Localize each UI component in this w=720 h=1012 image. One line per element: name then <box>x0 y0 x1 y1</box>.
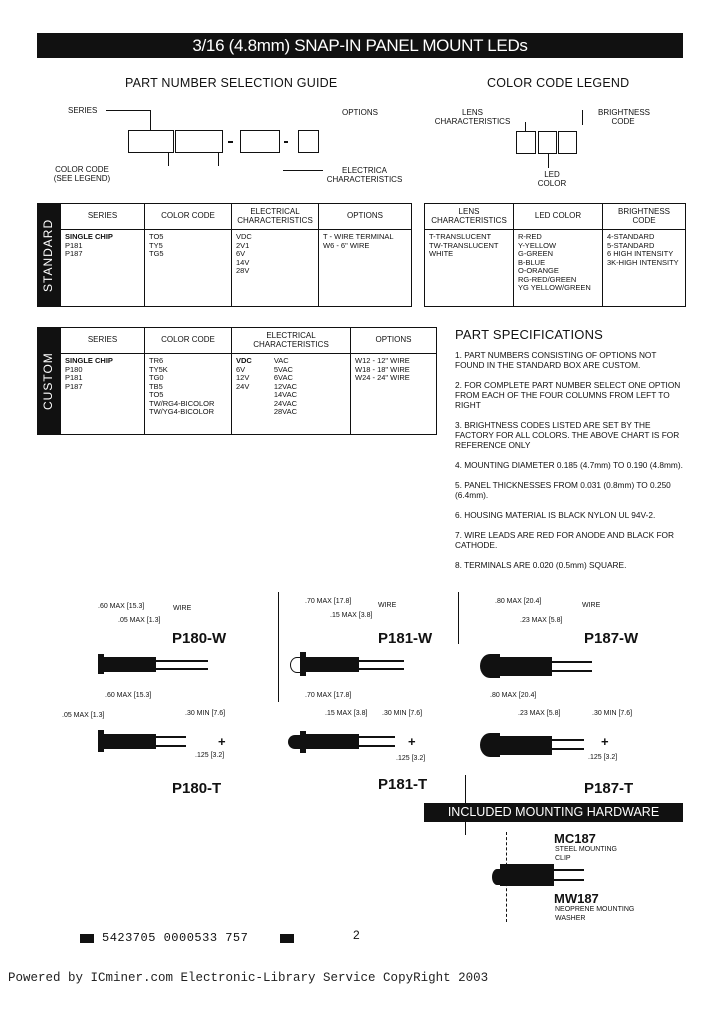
cell: TG0 <box>149 373 164 382</box>
cell: O-ORANGE <box>518 266 559 275</box>
cell: 4-STANDARD <box>607 232 655 241</box>
options-label: OPTIONS <box>342 108 379 117</box>
cell: P181 <box>65 373 83 382</box>
cell: T-TRANSLUCENT <box>429 232 492 241</box>
col-header: ELECTRICAL CHARACTERISTICS <box>232 328 351 354</box>
dimension: .125 [3.2] <box>195 752 225 759</box>
dimension: .23 MAX [5.8] <box>518 710 561 717</box>
options-box <box>298 130 319 153</box>
cell: 6V <box>236 364 246 374</box>
spec-item: 5. PANEL THICKNESSES FROM 0.031 (0.8mm) TO 0.250 (6.4mm). <box>455 480 671 500</box>
part-label: P181-W <box>378 630 433 647</box>
cell: 6 HIGH INTENSITY <box>607 249 674 258</box>
led-body <box>306 734 359 749</box>
dimension: .30 MIN [7.6] <box>382 710 423 717</box>
lens-box <box>516 131 536 154</box>
dimension: .30 MIN [7.6] <box>592 710 633 717</box>
cell: 5-STANDARD <box>607 240 655 250</box>
polarity-plus: + <box>218 734 226 749</box>
led-body <box>498 736 552 755</box>
cell: 6VAC <box>273 373 293 382</box>
cell: P187 <box>65 249 83 258</box>
cell: W24 - 24" WIRE <box>355 373 410 382</box>
cell: 28V <box>236 266 250 275</box>
color-code-box <box>175 130 223 153</box>
cell: P187 <box>65 381 83 391</box>
led-lens <box>480 733 500 757</box>
cell: TO5 <box>149 232 164 241</box>
cell: TW/RG4-BICOLOR <box>149 398 215 408</box>
cell: W6 - 6" WIRE <box>323 240 370 250</box>
color-code-label: COLOR CODE (SEE LEGEND) <box>53 165 111 183</box>
cell: TW-TRANSLUCENT WHITE <box>429 240 499 258</box>
cell: R-RED <box>518 232 542 241</box>
cell: 12V <box>236 373 250 382</box>
dimension: .125 [3.2] <box>396 755 426 762</box>
page-number: 2 <box>353 928 360 942</box>
clip-desc: STEEL MOUNTING CLIP <box>555 846 617 862</box>
spec-item: 7. WIRE LEADS ARE RED FOR ANODE AND BLACK FOR CATHODE. <box>455 530 674 550</box>
cell: P180 <box>65 364 83 374</box>
custom-side-label: CUSTOM <box>37 327 60 435</box>
led-body <box>498 657 552 676</box>
part-label: P187-W <box>584 630 639 647</box>
led-body <box>104 734 156 749</box>
custom-table <box>60 327 437 435</box>
cell: TY5K <box>149 364 168 374</box>
lens-label: LENS CHARACTERISTICS <box>434 108 511 126</box>
cell: TO5 <box>149 390 164 399</box>
cell: W12 - 12" WIRE <box>355 356 410 365</box>
cell: VDC <box>236 232 252 241</box>
series-box <box>128 130 174 153</box>
polarity-plus: + <box>408 734 416 749</box>
led-color-box <box>538 131 557 154</box>
cell: Y-YELLOW <box>518 240 557 250</box>
col-header: BRIGHTNESS CODE <box>603 204 686 230</box>
cell: 2V1 <box>236 240 250 250</box>
spec-item: 4. MOUNTING DIAMETER 0.185 (4.7mm) TO 0.190 (4.8mm). <box>455 460 683 470</box>
col-header: ELECTRICAL CHARACTERISTICS <box>232 204 319 230</box>
dimension: .15 MAX [3.8] <box>330 612 373 619</box>
col-header: COLOR CODE <box>145 204 232 230</box>
electrical-box <box>240 130 280 153</box>
col-header: COLOR CODE <box>145 328 232 354</box>
dimension: .70 MAX [17.8] <box>305 692 352 699</box>
cell: 28VAC <box>273 407 298 416</box>
cell: RG-RED/GREEN <box>518 274 577 284</box>
standard-table <box>60 203 412 307</box>
dimension: .70 MAX [17.8] <box>305 598 352 605</box>
cell: TB5 <box>149 381 163 391</box>
led-lens <box>480 654 500 678</box>
polarity-plus: + <box>601 734 609 749</box>
part-label: P181-T <box>378 776 428 793</box>
dimension: .60 MAX [15.3] <box>98 603 145 610</box>
electrical-label: ELECTRICA CHARACTERISTICS <box>326 166 403 184</box>
cell: 14VAC <box>273 390 298 399</box>
footer: Powered by ICminer.com Electronic-Library Service CopyRight 2003 <box>8 971 489 985</box>
cell: 14V <box>236 257 250 267</box>
led-color-label: LED COLOR <box>537 170 567 188</box>
series-label: SERIES <box>68 106 98 115</box>
spec-item: 8. TERMINALS ARE 0.020 (0.5mm) SQUARE. <box>455 560 627 570</box>
cell: 6V <box>236 249 246 258</box>
spec-item: 3. BRIGHTNESS CODES LISTED ARE SET BY THE FACTORY FOR ALL COLORS. THE ABOVE CHART IS FOR REFERENCE ONLY <box>455 420 680 450</box>
part-label: P180-T <box>172 780 222 797</box>
cell: TY5 <box>149 240 163 250</box>
col-header: OPTIONS <box>319 204 412 230</box>
cell: VAC <box>273 356 289 365</box>
legend-table <box>424 203 686 307</box>
spec-item: 2. FOR COMPLETE PART NUMBER SELECT ONE OPTION FROM EACH OF THE FOUR COLUMNS FROM LEFT TO RIGHT <box>455 380 681 410</box>
specs-list <box>455 350 685 580</box>
cell: TW/YG4-BICOLOR <box>149 407 215 416</box>
dimension: .15 MAX [3.8] <box>325 710 368 717</box>
selection-guide-heading: PART NUMBER SELECTION GUIDE <box>125 76 338 90</box>
cell: SINGLE CHIP <box>65 356 113 365</box>
cell: TG5 <box>149 249 164 258</box>
col-header: SERIES <box>61 204 145 230</box>
led-body <box>306 657 359 672</box>
barcode-text: 5423705 0000533 757 <box>102 931 249 945</box>
brightness-label: BRIGHTNESS CODE <box>598 108 651 126</box>
washer-desc: NEOPRENE MOUNTING WASHER <box>555 906 635 922</box>
dimension: .05 MAX [1.3] <box>62 712 105 719</box>
led-body <box>104 657 156 672</box>
page-title: 3/16 (4.8mm) SNAP-IN PANEL MOUNT LEDs <box>37 33 683 58</box>
cell: 24V <box>236 381 250 391</box>
brightness-box <box>558 131 577 154</box>
cell: G-GREEN <box>518 249 554 258</box>
cell: 5VAC <box>273 364 293 374</box>
part-label: P187-T <box>584 780 634 797</box>
dimension: .80 MAX [20.4] <box>490 692 537 699</box>
cell: 12VAC <box>273 381 298 391</box>
col-header: LENS CHARACTERISTICS <box>425 204 514 230</box>
standard-side-label: STANDARD <box>37 203 60 307</box>
dimension: WIRE <box>582 602 601 609</box>
spec-item: 6. HOUSING MATERIAL IS BLACK NYLON UL 94V-2. <box>455 510 656 520</box>
col-header: OPTIONS <box>351 328 437 354</box>
cell: VDC <box>236 356 252 365</box>
specs-heading: PART SPECIFICATIONS <box>455 327 604 342</box>
hardware-heading: INCLUDED MOUNTING HARDWARE <box>424 803 683 822</box>
part-label: P180-W <box>172 630 227 647</box>
led-body <box>500 864 554 886</box>
cell: P181 <box>65 240 83 250</box>
dimension: .125 [3.2] <box>588 754 618 761</box>
legend-heading: COLOR CODE LEGEND <box>487 76 630 90</box>
dimension: .23 MAX [5.8] <box>520 617 563 624</box>
dimension: WIRE <box>173 605 192 612</box>
col-header: SERIES <box>61 328 145 354</box>
cell: SINGLE CHIP <box>65 232 113 241</box>
cell: TR6 <box>149 356 164 365</box>
dimension: .80 MAX [20.4] <box>495 598 542 605</box>
cell: T - WIRE TERMINAL <box>323 232 394 241</box>
dimension: .60 MAX [15.3] <box>105 692 152 699</box>
col-header: LED COLOR <box>514 204 603 230</box>
washer-code: MW187 <box>554 891 599 906</box>
cell: W18 - 18" WIRE <box>355 364 410 374</box>
dimension: WIRE <box>378 602 397 609</box>
spec-item: 1. PART NUMBERS CONSISTING OF OPTIONS NOT FOUND IN THE STANDARD BOX ARE CUSTOM. <box>455 350 657 370</box>
cell: B-BLUE <box>518 257 546 267</box>
dimension: .30 MIN [7.6] <box>185 710 226 717</box>
clip-code: MC187 <box>554 831 596 846</box>
dimension: .05 MAX [1.3] <box>118 617 161 624</box>
cell: YG YELLOW/GREEN <box>518 283 591 292</box>
cell: 3K-HIGH INTENSITY <box>607 257 679 267</box>
cell: 24VAC <box>273 398 298 408</box>
